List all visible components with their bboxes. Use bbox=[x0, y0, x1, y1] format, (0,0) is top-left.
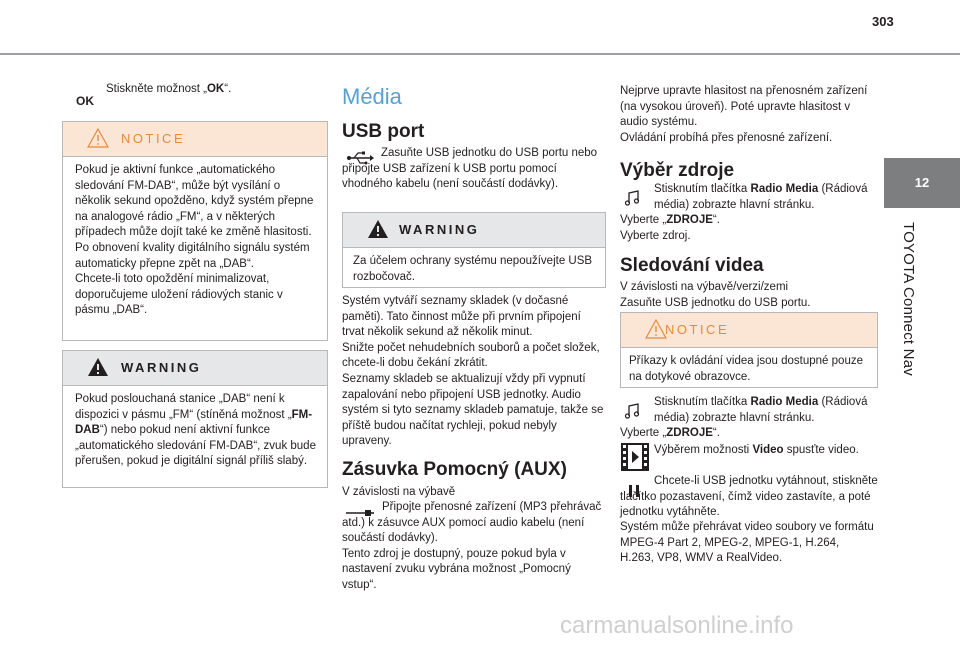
notice-box-1 bbox=[62, 121, 328, 341]
warning-triangle-icon bbox=[87, 357, 109, 377]
chapter-tab[interactable]: 12 bbox=[884, 158, 960, 208]
music-note-icon bbox=[624, 190, 640, 206]
aux-heading: Zásuvka Pomocný (AUX) bbox=[342, 459, 567, 480]
ok-icon: OK bbox=[76, 94, 94, 108]
warning-title: WARNING bbox=[399, 222, 480, 237]
warning-title: WARNING bbox=[121, 360, 202, 375]
aux-text: Připojte přenosné zařízení (MP3 přehrávač atd.) k zásuvce AUX pomocí audio kabelu (není součástí dodávky). Tento zdroj je dostupný, pouze pokud byla v nastavení zvuku vybrána možnost „Pomocný vstup“. bbox=[342, 501, 602, 591]
usb-text: Zasuňte USB jednotku do USB portu nebo připojte USB zařízení k USB portu pomocí vhodného kabelu (není součástí dodávky). bbox=[342, 147, 598, 191]
video-source-instruction: Stisknutím tlačítka Radio Media (Rádiová média) zobrazte hlavní stránku. bbox=[654, 396, 868, 424]
media-heading: Média bbox=[342, 84, 402, 109]
page-number: 303 bbox=[872, 14, 894, 29]
video-icon bbox=[620, 442, 650, 472]
music-note-icon bbox=[624, 403, 640, 419]
warning-box-2 bbox=[342, 212, 606, 288]
watermark: carmanualsonline.info bbox=[560, 612, 794, 639]
warning-text: Za účelem ochrany systému nepoužívejte USB rozbočovač. bbox=[353, 255, 593, 283]
warning-box-1 bbox=[62, 350, 328, 488]
folders-text: Systém vytváří seznamy skladek (v dočasné paměti). Tato činnost může při prvním připojení trvat několik sekund až několik minut. Snižte počet nehudebních souborů a počet složek, chcete-li dobu čekání zkrátit. Seznamy skladeb se aktualizují vždy při vypnutí zapalování nebo připojení USB jednotky. Audio systém si tyto seznamy skladeb pamatuje, takže se příště budou načítat rychleji, pokud nebyly upraveny. bbox=[342, 295, 604, 448]
video-text: V závislosti na výbavě/verzi/zemi Zasuňte USB jednotku do USB portu. bbox=[620, 281, 811, 309]
source-heading: Výběr zdroje bbox=[620, 160, 735, 181]
warning-triangle-icon bbox=[367, 219, 389, 239]
chapter-title: TOYOTA Connect Nav bbox=[900, 222, 917, 376]
formats-text: Systém může přehrávat video soubory ve formátu MPEG-4 Part 2, MPEG-2, MPEG-1, H.264, H.263, VP8, WMV a RealVideo. bbox=[620, 521, 874, 565]
warning-text: Pokud poslouchaná stanice „DAB“ není k dispozici v pásmu „FM“ (stíněná možnost „FM-DAB“) nebo pokud není aktivní funkce „automatického sledování FM-DAB“, zvuk bude přerušen, pokud je digitální signál příliš slabý. bbox=[75, 393, 316, 468]
video-start-instruction: Výběrem možnosti Video spusťte video. bbox=[654, 444, 859, 456]
caution-triangle-icon bbox=[87, 128, 109, 148]
ok-instruction: Stiskněte možnost „OK“. bbox=[106, 83, 232, 95]
source-select: Vyberte „ZDROJE“. bbox=[620, 214, 720, 226]
aux-availability: V závislosti na výbavě bbox=[342, 486, 456, 498]
notice-title: NOTICE bbox=[665, 322, 730, 337]
caution-triangle-icon bbox=[645, 319, 667, 339]
volume-text: Nejprve upravte hlasitost na přenosném zařízení (na vysokou úroveň). Poté upravte hlasitost v audio systému. Ovládání probíhá přes přenosné zařízení. bbox=[620, 85, 868, 144]
notice-title: NOTICE bbox=[121, 131, 186, 146]
header-rule bbox=[0, 53, 960, 55]
video-source-select: Vyberte „ZDROJE“. bbox=[620, 427, 720, 439]
pause-text: Chcete-li USB jednotku vytáhnout, stiskněte tlačítko pozastavení, čímž video zastavíte, a poté jednotku vytáhněte. bbox=[620, 475, 878, 519]
usb-heading: USB port bbox=[342, 121, 425, 142]
source-choose: Vyberte zdroj. bbox=[620, 230, 691, 242]
notice-text: Pokud je aktivní funkce „automatického sledování FM-DAB“, může být vysílání o několik sekund opožděno, když systém přepne na analogové rádio „FM“, a v některých případech může dojít také ke změně hlasitosti. Po obnovení kvality digitálního signálu systém automaticky přepne zpět na „DAB“. Chcete-li toto opoždění minimalizovat, doporučujeme uložení rádiových stanic v pásmu „DAB“. bbox=[75, 164, 314, 317]
video-heading: Sledování videa bbox=[620, 255, 764, 276]
notice-text: Příkazy k ovládání videa jsou dostupné pouze na dotykové obrazovce. bbox=[629, 355, 863, 383]
source-instruction: Stisknutím tlačítka Radio Media (Rádiová média) zobrazte hlavní stránku. bbox=[654, 183, 868, 211]
notice-box-2 bbox=[620, 312, 878, 388]
